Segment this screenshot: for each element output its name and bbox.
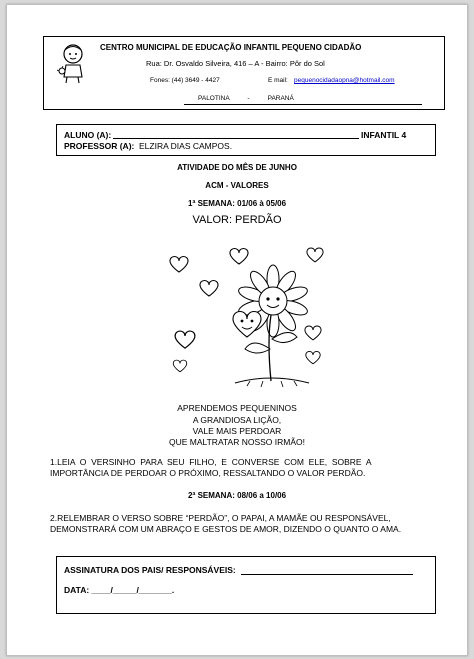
flower-hearts-illustration	[157, 241, 337, 399]
heart-icon	[175, 331, 195, 348]
school-city: PALOTINA - PARANÁ	[198, 95, 294, 102]
signature-line	[241, 574, 413, 575]
signature-label: ASSINATURA DOS PAIS/ RESPONSÁVEIS:	[64, 565, 236, 575]
heart-icon	[305, 326, 321, 340]
school-header	[43, 36, 445, 110]
poem-line: VALE MAIS PERDOAR	[192, 426, 282, 436]
activity-subtitle: ACM - VALORES	[205, 181, 269, 190]
aluno-name-line	[113, 138, 359, 139]
date-field: DATA: ____/_____/_______.	[64, 585, 175, 595]
week-1-heading: 1ª SEMANA: 01/06 à 05/06	[187, 199, 287, 208]
instruction-1-line-2: IMPORTÂNCIA DE PERDOAR O PRÓXIMO, RESSALTANDO O VALOR PERDÃO.	[50, 468, 366, 478]
school-name: CENTRO MUNICIPAL DE EDUCAÇÃO INFANTIL PEQUENO CIDADÃO	[100, 43, 362, 52]
student-info-box	[56, 124, 436, 156]
value-heading: VALOR: PERDÃO	[192, 214, 282, 226]
heart-icon	[173, 360, 187, 372]
aluno-label: ALUNO (A):	[64, 130, 112, 140]
class-label: INFANTIL 4	[361, 130, 407, 140]
heart-icon	[307, 248, 323, 262]
poem-line: APRENDEMOS PEQUENINOS	[177, 403, 297, 413]
signature-box	[56, 556, 436, 614]
instruction-1-line-1: 1.LEIA O VERSINHO PARA SEU FILHO, E CONVERSE COM ELE, SOBRE A	[50, 457, 372, 467]
heart-icon	[230, 249, 248, 265]
professor-name: ELZIRA DIAS CAMPOS.	[139, 141, 233, 151]
poem-line: A GRANDIOSA LIÇÃO,	[192, 415, 282, 425]
school-phone: Fones: (44) 3649 - 4427	[150, 77, 220, 84]
document-page	[6, 4, 468, 656]
city-underline	[184, 104, 422, 105]
heart-icon	[306, 351, 320, 363]
instruction-2-line-2: DEMONSTRARÁ COM UM ABRAÇO E GESTOS DE AMOR, DIZENDO O QUANTO O AMA.	[50, 524, 402, 534]
heart-icon	[200, 281, 218, 297]
poem-line: QUE MALTRATAR NOSSO IRMÃO!	[168, 437, 305, 447]
activity-title: ATIVIDADE DO MÊS DE JUNHO	[177, 163, 297, 172]
professor-label: PROFESSOR (A):	[64, 141, 135, 151]
instruction-2-line-1: 2.RELEMBRAR O VERSO SOBRE “PERDÃO”, O PAPAI, A MAMÃE OU RESPONSÁVEL,	[50, 513, 391, 523]
email-label: E mail:	[268, 77, 288, 84]
heart-icon	[170, 257, 188, 273]
school-address: Rua: Dr. Osvaldo Silveira, 416 – A - Bairro: Pôr do Sol	[146, 59, 325, 68]
school-email-link[interactable]: pequenocidadaopna@hotmail.com	[294, 77, 395, 84]
child-mascot-logo	[54, 41, 92, 85]
week-2-heading: 2ª SEMANA: 08/06 a 10/06	[187, 491, 287, 500]
